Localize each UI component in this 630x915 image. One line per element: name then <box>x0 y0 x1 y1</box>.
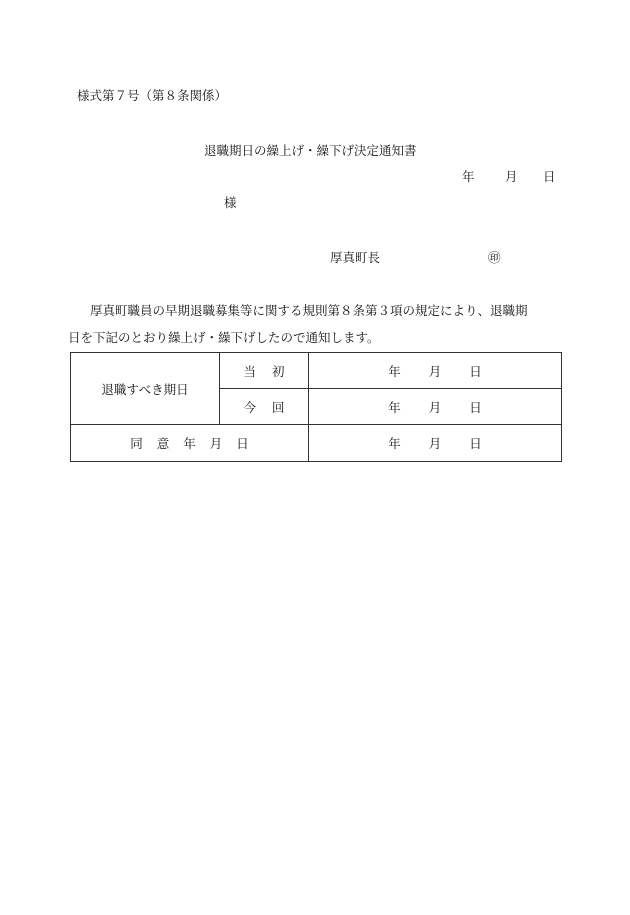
consent-cell <box>71 425 309 462</box>
seal-mark: ㊞ <box>488 250 501 265</box>
date-day-label: 日 <box>543 169 556 184</box>
current-year: 年 <box>388 399 401 415</box>
body-text-line-1: 厚真町職員の早期退職募集等に関する規則第８条第３項の規定により、退職期 <box>90 303 528 318</box>
addressee-honorific: 様 <box>224 195 237 210</box>
original-year: 年 <box>388 363 401 379</box>
current-date-cell <box>309 389 562 425</box>
retire-date-label-cell <box>71 353 220 425</box>
date-month-label: 月 <box>505 169 518 184</box>
current-month: 月 <box>428 399 442 415</box>
original-date-cell <box>309 353 562 389</box>
current-day: 日 <box>469 399 482 415</box>
original-label-b: 初 <box>272 363 285 379</box>
consent-label-a: 同 <box>130 436 143 451</box>
original-label-a: 当 <box>243 363 256 379</box>
retirement-date-table <box>70 352 562 462</box>
form-number: 様式第７号（第８条関係） <box>77 88 228 103</box>
consent-date-day: 日 <box>469 436 482 451</box>
current-label-a: 今 <box>243 399 256 415</box>
consent-day: 日 <box>236 436 249 451</box>
consent-label-b: 意 <box>156 436 170 451</box>
consent-year: 年 <box>183 436 196 451</box>
body-text-line-2: 日を下記のとおり繰上げ・繰下げしたので通知します。 <box>68 330 380 345</box>
issuer-title: 厚真町長 <box>330 250 381 265</box>
document-title: 退職期日の繰上げ・繰下げ決定通知書 <box>204 143 417 158</box>
consent-date-month: 月 <box>428 436 442 451</box>
date-year-label: 年 <box>462 169 475 184</box>
consent-month: 月 <box>209 436 223 451</box>
table-row-original <box>71 353 562 389</box>
consent-date-cell <box>309 425 562 462</box>
retire-date-label: 退職すべき期日 <box>101 381 189 397</box>
table-row-consent <box>71 425 562 462</box>
current-label-b: 回 <box>272 399 285 415</box>
original-day: 日 <box>469 363 482 379</box>
consent-date-year: 年 <box>388 436 401 451</box>
original-month: 月 <box>428 363 442 379</box>
current-label-cell <box>220 389 309 425</box>
original-label-cell <box>220 353 309 389</box>
